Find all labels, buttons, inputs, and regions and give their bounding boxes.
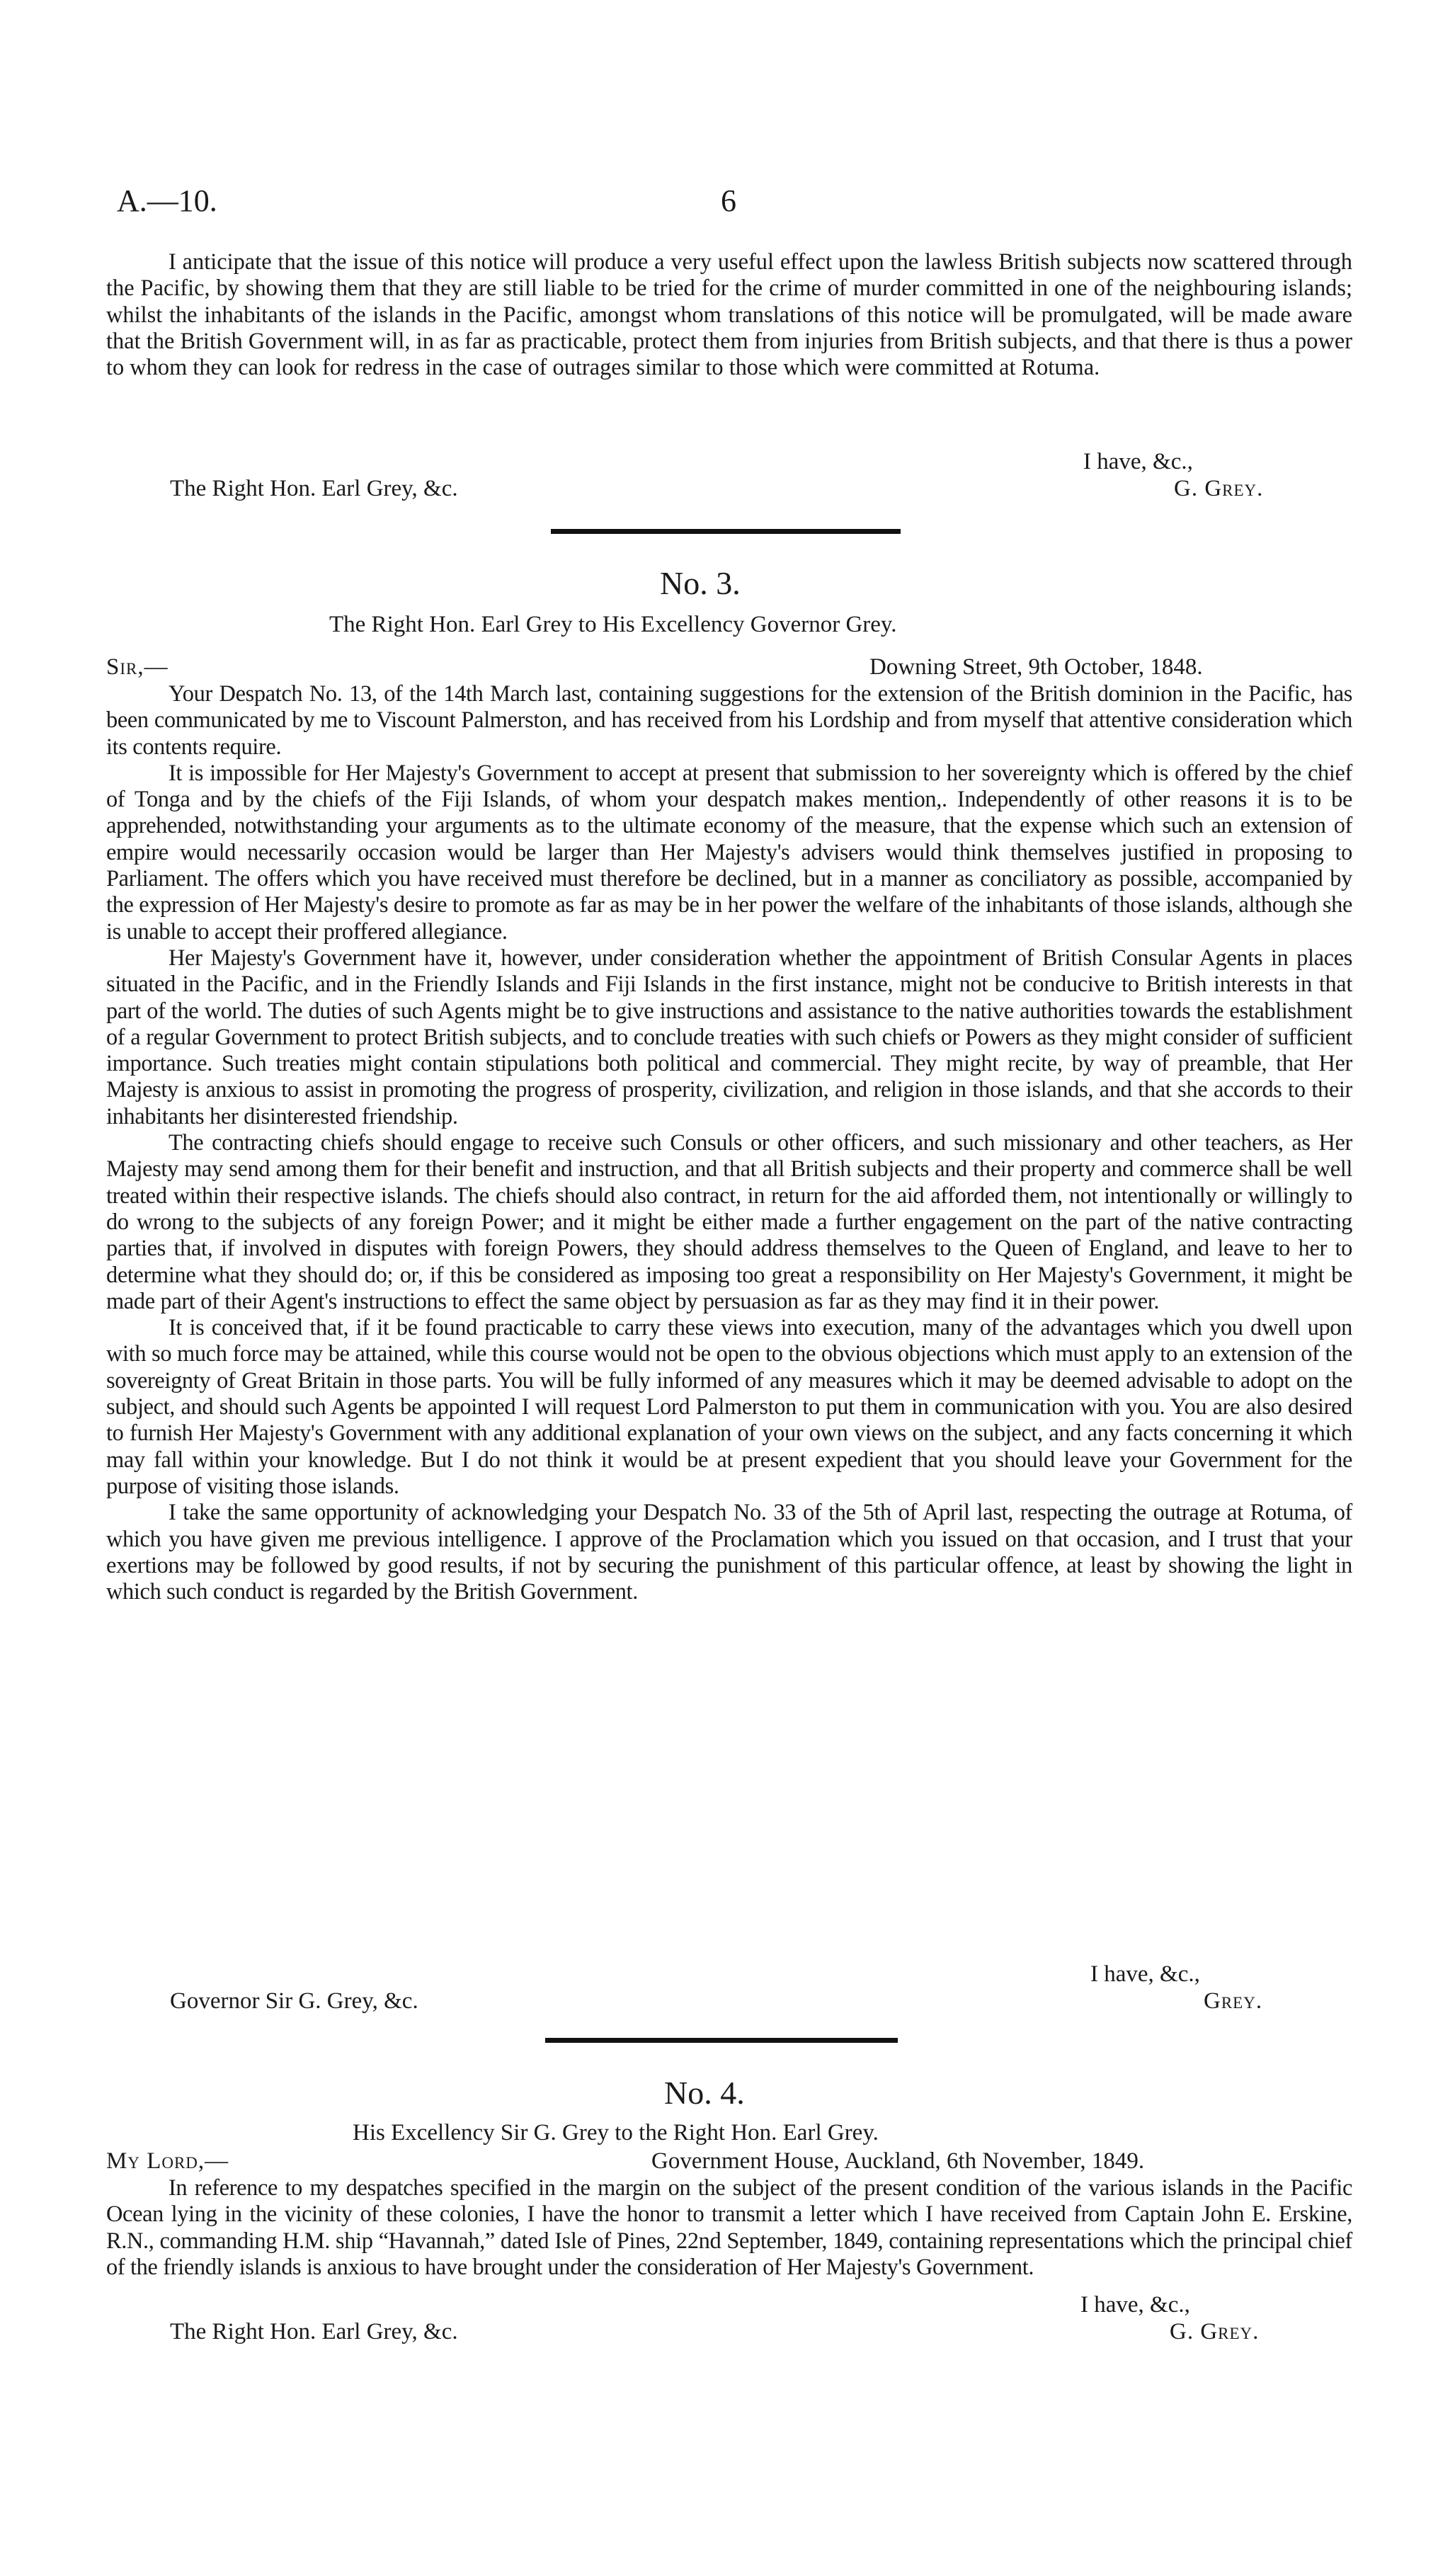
paragraph: It is impossible for Her Majesty's Government to accept at present that submission to her sovereignty which is offered by the chief of Tonga and by the chiefs of the Fiji Islands, of whom your despatch makes mention,. Independently of other reasons it is to be apprehended, notwithstanding your arguments as to the ultimate economy of the measure, that the expense which such an extension of empire would necessarily occasion would be larger than Her Majesty's advisers would think themselves justified in proposing to Parliament. The offers which you have received must therefore be declined, but in a manner as conciliatory as possible, accompanied by the expression of Her Majesty's desire to promote as far as may be in her power the welfare of the inhabitants of those islands, although she is unable to accept their proffered allegiance. bbox=[106, 760, 1352, 945]
paragraph: Her Majesty's Government have it, however, under consideration whether the appointment of British Consular Agents in places situated in the Pacific, and in the Friendly Islands and Fiji Islands in the first instance, might not be conducive to British interests in that part of the world. The duties of such Agents might be to give instructions and assistance to the native authorities towards the establishment of a regular Government to protect British subjects, and to conclude treaties with such chiefs or Powers as they might consider of sufficient importance. Such treaties might contain stipulations both political and commercial. They might recite, by way of preamble, that Her Majesty is anxious to assist in promoting the progress of prosperity, civilization, and religion in those islands, and that she accords to their inhabitants her disinterested friendship. bbox=[106, 945, 1352, 1129]
letter-body bbox=[106, 681, 1352, 1605]
place-date: Downing Street, 9th October, 1848. bbox=[869, 654, 1203, 680]
letter-number: No. 3. bbox=[660, 565, 741, 601]
paragraph: Your Despatch No. 13, of the 14th March last, containing suggestions for the extension of the British dominion in the Pacific, has been communicated by me to Viscount Palmerston, and has received from his Lordship and from myself that attentive consideration which its contents require. bbox=[106, 681, 1352, 760]
document-reference: A.—10. bbox=[117, 183, 217, 218]
paragraph: I anticipate that the issue of this notice will produce a very useful effect upon the lawless British subjects now scattered through the Pacific, by showing them that they are still liable to be tried for the crime of murder committed in one of the neighbouring islands; whilst the inhabitants of the islands in the Pacific, amongst whom translations of this notice will be promulgated, will be made aware that the British Government will, in as far as practicable, protect them from injuries from British subjects, and that there is thus a power to whom they can look for redress in the case of outrages similar to those which were committed at Rotuma. bbox=[106, 249, 1352, 381]
place-date: Government House, Auckland, 6th November, 1849. bbox=[651, 2148, 1145, 2174]
salutation: Sir,— bbox=[106, 654, 169, 680]
letter-body bbox=[106, 2175, 1352, 2281]
signature: Grey. bbox=[1204, 1988, 1263, 2014]
letter-heading: His Excellency Sir G. Grey to the Right Hon. Earl Grey. bbox=[353, 2120, 879, 2145]
closing: I have, &c., bbox=[1090, 1961, 1200, 1987]
page-number: 6 bbox=[721, 183, 736, 218]
addressee: Governor Sir G. Grey, &c. bbox=[170, 1988, 418, 2014]
paragraph: In reference to my despatches specified in the margin on the subject of the present condition of the various islands in the Pacific Ocean lying in the vicinity of these colonies, I have the honor to transmit a letter which I have received from Captain John E. Erskine, R.N., commanding H.M. ship “Havannah,” dated Isle of Pines, 22nd September, 1849, containing representations which the principal chief of the friendly islands is anxious to have brought under the consideration of Her Majesty's Government. bbox=[106, 2175, 1352, 2280]
paragraph: I take the same opportunity of acknowledging your Despatch No. 33 of the 5th of April last, respecting the outrage at Rotuma, of which you have given me previous intelligence. I approve of the Proclamation which you issued on that occasion, and I trust that your exertions may be followed by good results, if not by securing the punishment of this particular offence, at least by showing the light in which such conduct is regarded by the British Government. bbox=[106, 1500, 1352, 1605]
letter-heading: The Right Hon. Earl Grey to His Excellency Governor Grey. bbox=[329, 612, 897, 637]
signature: G. Grey. bbox=[1170, 2319, 1260, 2344]
continuation-body bbox=[106, 249, 1352, 381]
signature: G. Grey. bbox=[1174, 476, 1264, 501]
section-divider bbox=[545, 2038, 898, 2043]
salutation: My Lord,— bbox=[106, 2148, 229, 2174]
section-divider bbox=[551, 529, 901, 534]
paragraph: It is conceived that, if it be found practicable to carry these views into execution, many of the advantages which you dwell upon with so much force may be attained, while this course would not be open to the obvious objections which must apply to an extension of the sovereignty of Great Britain in those parts. You will be fully informed of any measures which it may be deemed advisable to adopt on the subject, and should such Agents be appointed I will request Lord Palmerston to put them in communication with you. You are also desired to furnish Her Majesty's Government with any additional explanation of your own views on the subject, and any facts concerning it which may fall within your knowledge. But I do not think it would be at present expedient that you should leave your Government for the purpose of visiting those islands. bbox=[106, 1315, 1352, 1499]
paragraph: The contracting chiefs should engage to receive such Consuls or other officers, and such missionary and other teachers, as Her Majesty may send among them for their benefit and instruction, and that all British subjects and their property and commerce shall be well treated within their respective islands. The chiefs should also contract, in return for the aid afforded them, not intentionally or willingly to do wrong to the subjects of any foreign Power; and it might be either made a further engagement on the part of the native contracting parties that, if involved in disputes with foreign Powers, they should address themselves to the Queen of England, and leave to her to determine what they should do; or, if this be considered as imposing too great a responsibility on Her Majesty's Government, it might be made part of their Agent's instructions to effect the same object by persuasion as far as they may find it in their power. bbox=[106, 1130, 1352, 1314]
closing: I have, &c., bbox=[1083, 449, 1193, 474]
addressee: The Right Hon. Earl Grey, &c. bbox=[170, 476, 458, 501]
letter-number: No. 4. bbox=[664, 2075, 745, 2111]
addressee: The Right Hon. Earl Grey, &c. bbox=[170, 2319, 458, 2344]
closing: I have, &c., bbox=[1080, 2292, 1190, 2318]
